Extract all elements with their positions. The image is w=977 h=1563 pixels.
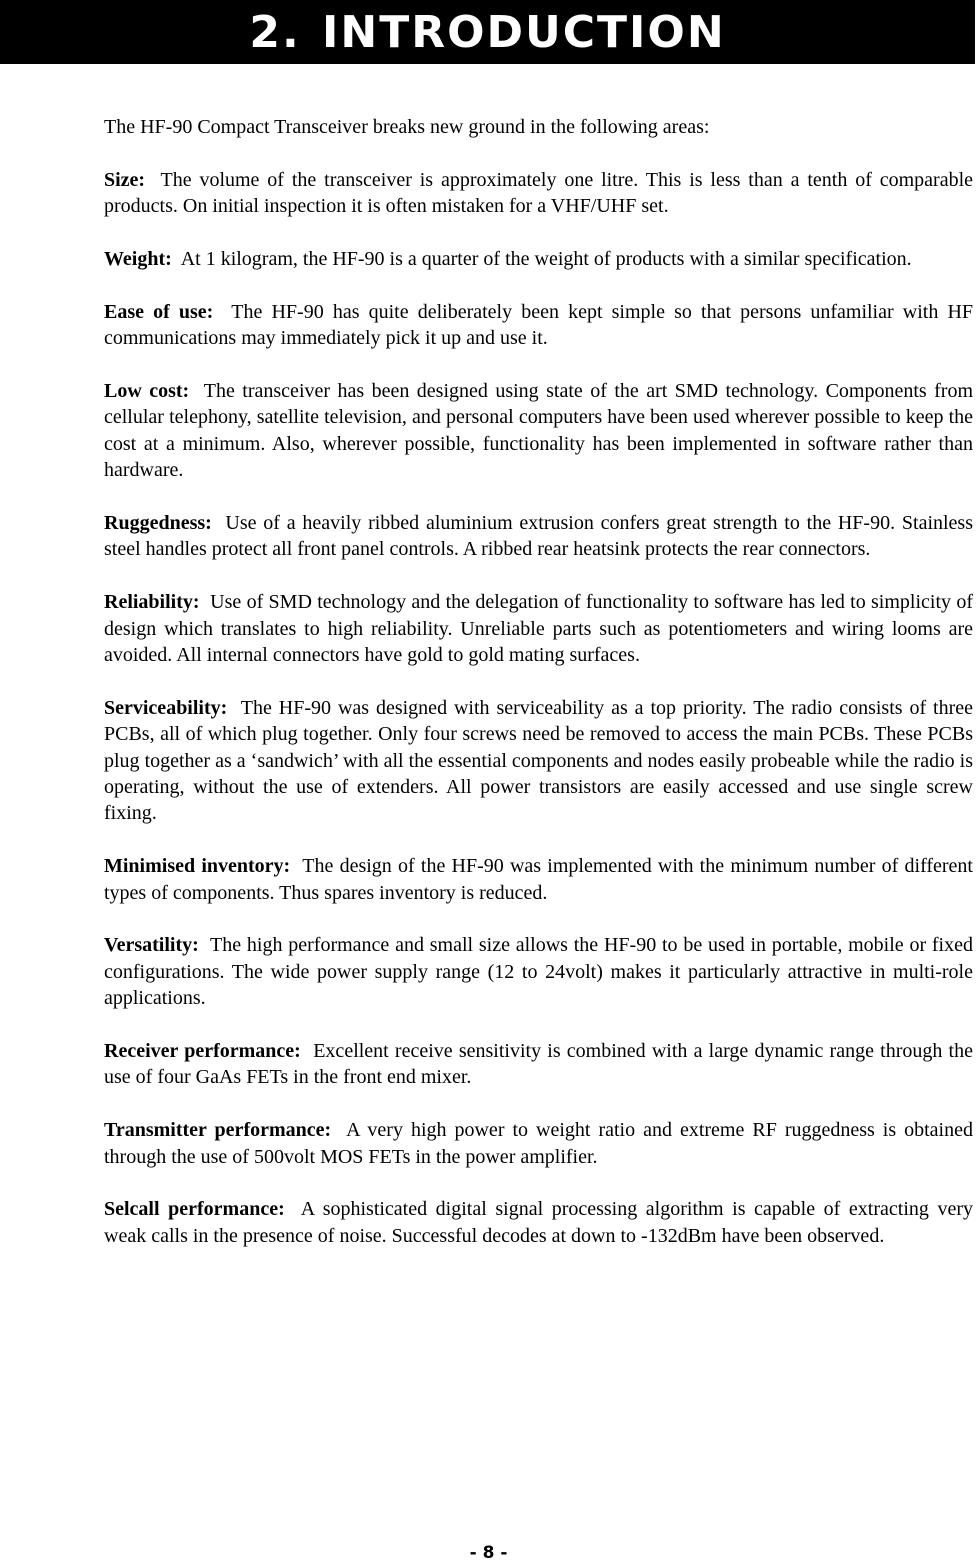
paragraph-selcall-performance: [104, 1196, 973, 1249]
term-ruggedness: Ruggedness:: [104, 512, 212, 535]
text-ruggedness: Use of a heavily ribbed aluminium extrusion confers great strength to the HF-90. Stainless steel handles protect all front panel controls. A ribbed rear heatsink protects the rear connectors.: [104, 512, 973, 561]
paragraph-versatility: [104, 932, 973, 1011]
section-header-bar: [0, 0, 975, 64]
paragraph-reliability: [104, 589, 973, 668]
paragraph-weight: [104, 246, 973, 272]
paragraph-transmitter-performance: [104, 1117, 973, 1170]
paragraph-ruggedness: [104, 510, 973, 563]
term-low-cost: Low cost:: [104, 380, 190, 402]
term-minimised-inventory: Minimised inventory:: [104, 855, 291, 878]
text-serviceability: The HF-90 was designed with serviceability as a top priority. The radio consists of three PCBs, all of which plug together. Only four screws need be removed to access the main PCBs. These PCBs plug together as a ‘sandwich’ with all the essential components and nodes easily probeable while the radio is operating, without the use of extenders. All power transistors are easily accessed and use single screw fixing.: [104, 696, 974, 825]
term-transmitter-performance: Transmitter performance:: [104, 1119, 332, 1142]
term-ease-of-use: Ease of use:: [104, 300, 214, 323]
term-weight: Weight:: [104, 248, 172, 270]
paragraph-size: [104, 167, 973, 220]
term-reliability: Reliability:: [104, 591, 200, 614]
text-low-cost: The transceiver has been designed using state of the art SMD technology. Components from cellular telephony, satellite television, and personal computers have been used wherever possible to keep the cost at a minimum. Also, wherever possible, functionality has been implemented in software rather than hardware.: [104, 380, 974, 482]
paragraph-ease-of-use: [104, 299, 973, 352]
document-body: [104, 114, 973, 1276]
text-transmitter-performance: A very high power to weight ratio and extreme RF ruggedness is obtained through the use of 500volt MOS FETs in the power amplifier.: [104, 1119, 973, 1168]
paragraph-low-cost: [104, 378, 973, 484]
page-number: - 8 -: [469, 1543, 508, 1563]
text-weight: At 1 kilogram, the HF-90 is a quarter of the weight of products with a similar specification.: [180, 248, 912, 270]
paragraph-receiver-performance: [104, 1038, 973, 1091]
text-selcall-performance: A sophisticated digital signal processing algorithm is capable of extracting very weak calls in the presence of noise. Successful decodes at down to -132dBm have been observed.: [104, 1198, 973, 1247]
text-minimised-inventory: The design of the HF-90 was implemented with the minimum number of different types of components. Thus spares inventory is reduced.: [104, 855, 973, 904]
paragraph-minimised-inventory: [104, 853, 973, 906]
term-size: Size:: [104, 168, 146, 191]
text-reliability: Use of SMD technology and the delegation of functionality to software has led to simplicity of design which translates to high reliability. Unreliable parts such as potentiometers and wiring looms are avoided. All internal connectors have gold to gold mating surfaces.: [104, 591, 973, 667]
section-title: 2. INTRODUCTION: [249, 6, 726, 58]
term-serviceability: Serviceability:: [104, 696, 228, 719]
text-receiver-performance: Excellent receive sensitivity is combined with a large dynamic range through the use of four GaAs FETs in the front end mixer.: [104, 1040, 973, 1089]
term-versatility: Versatility:: [104, 934, 199, 957]
intro-paragraph: The HF-90 Compact Transceiver breaks new ground in the following areas:: [104, 116, 710, 138]
text-size: The volume of the transceiver is approximately one litre. This is less than a tenth of comparable products. On initial inspection it is often mistaken for a VHF/UHF set.: [104, 168, 974, 218]
text-ease-of-use: The HF-90 has quite deliberately been kept simple so that persons unfamiliar with HF communications may immediately pick it up and use it.: [104, 300, 974, 350]
term-receiver-performance: Receiver performance:: [104, 1040, 301, 1063]
paragraph-serviceability: [104, 695, 973, 827]
text-versatility: The high performance and small size allows the HF-90 to be used in portable, mobile or fixed configurations. The wide power supply range (12 to 24volt) makes it particularly attractive in multi-role applications.: [104, 934, 973, 1010]
term-selcall-performance: Selcall performance:: [104, 1198, 285, 1221]
